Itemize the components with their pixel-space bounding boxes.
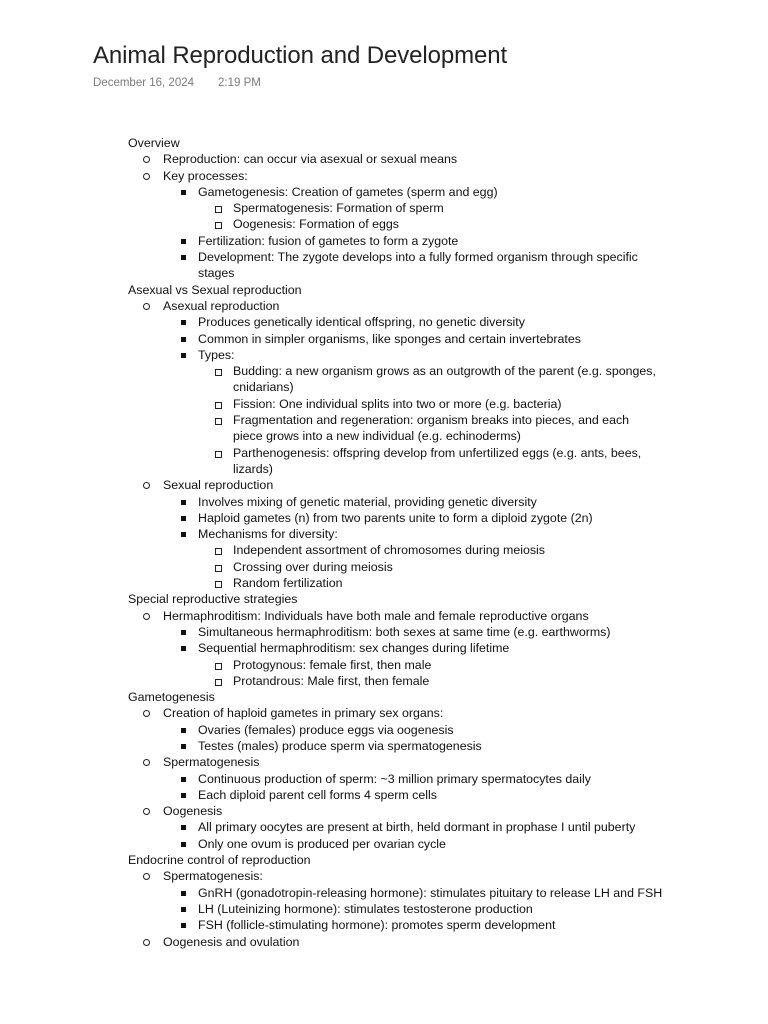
outline-text: Each diploid parent cell forms 4 sperm cells [198,787,437,802]
outline-text: Asexual reproduction [163,298,280,313]
outline-text: Gametogenesis: Creation of gametes (sperm and egg) [198,184,498,199]
outline-item[interactable] [0,934,768,950]
outline-text: Parthenogenesis: offspring develop from unfertilized eggs (e.g. ants, bees, lizards) [233,445,642,476]
outline-text: Spermatogenesis: [163,869,263,884]
outline-item[interactable] [0,347,668,363]
outline-item[interactable] [0,542,658,558]
filled-square-bullet-icon [181,353,186,358]
hollow-circle-bullet-icon [143,173,150,180]
hollow-square-bullet-icon [215,402,222,409]
outline-item[interactable] [0,151,768,167]
outline-text: Spermatogenesis: Formation of sperm [233,201,444,216]
outline-text: Key processes: [163,168,248,183]
hollow-circle-bullet-icon [143,939,150,946]
hollow-circle-bullet-icon [143,482,150,489]
outline-item[interactable] [0,331,668,347]
outline-item[interactable] [0,494,668,510]
outline-item[interactable] [0,233,668,249]
outline-text: Ovaries (females) produce eggs via oogenesis [198,722,454,737]
hollow-square-bullet-icon [215,222,222,229]
outline-item[interactable] [0,917,668,933]
outline-text: LH (Luteinizing hormone): stimulates testosterone production [198,901,533,916]
outline-text: Budding: a new organism grows as an outgrowth of the parent (e.g. sponges, cnidarians) [233,364,656,395]
hollow-circle-bullet-icon [143,156,150,163]
outline-text: Oogenesis [163,804,223,819]
outline-item[interactable] [0,200,658,216]
note-outline[interactable] [0,135,768,950]
filled-square-bullet-icon [181,500,186,505]
outline-item[interactable] [0,216,658,232]
filled-square-bullet-icon [181,630,186,635]
outline-text: Protogynous: female first, then male [233,657,432,672]
outline-item[interactable] [0,803,768,819]
hollow-square-bullet-icon [215,451,222,458]
page-title[interactable]: Animal Reproduction and Development [93,42,508,69]
outline-item[interactable] [0,673,658,689]
outline-heading[interactable] [0,689,768,705]
outline-text: Reproduction: can occur via asexual or sexual means [163,152,458,167]
outline-item[interactable] [0,640,668,656]
outline-text: Produces genetically identical offspring, no genetic diversity [198,315,525,330]
outline-text: Continuous production of sperm: ~3 million primary spermatocytes daily [198,771,591,786]
outline-item[interactable] [0,168,768,184]
filled-square-bullet-icon [181,337,186,342]
outline-heading[interactable] [0,591,768,607]
outline-item[interactable] [0,901,668,917]
filled-square-bullet-icon [181,255,186,260]
outline-text: Only one ovum is produced per ovarian cycle [198,836,446,851]
filled-square-bullet-icon [181,320,186,325]
hollow-square-bullet-icon [215,548,222,555]
outline-text: FSH (follicle-stimulating hormone): promotes sperm development [198,918,556,933]
filled-square-bullet-icon [181,532,186,537]
outline-text: Crossing over during meiosis [233,559,393,574]
hollow-circle-bullet-icon [143,759,150,766]
outline-item[interactable] [0,445,658,478]
hollow-circle-bullet-icon [143,710,150,717]
outline-text: Random fertilization [233,576,343,591]
outline-item[interactable] [0,477,768,493]
hollow-circle-bullet-icon [143,613,150,620]
hollow-square-bullet-icon [215,369,222,376]
filled-square-bullet-icon [181,923,186,928]
outline-item[interactable] [0,298,768,314]
outline-text: Simultaneous hermaphroditism: both sexes at same time (e.g. earthworms) [198,624,611,639]
filled-square-bullet-icon [181,793,186,798]
outline-text: Endocrine control of reproduction [128,853,311,868]
outline-item[interactable] [0,754,768,770]
hollow-circle-bullet-icon [143,873,150,880]
filled-square-bullet-icon [181,842,186,847]
outline-text: Special reproductive strategies [128,592,298,607]
outline-text: Fragmentation and regeneration: organism breaks into pieces, and each piece grows into a new individual (e.g. echinoderms) [233,413,630,444]
outline-item[interactable] [0,868,768,884]
outline-text: Overview [128,136,180,150]
filled-square-bullet-icon [181,239,186,244]
outline-item[interactable] [0,412,658,445]
outline-item[interactable] [0,249,668,282]
outline-item[interactable] [0,363,658,396]
hollow-square-bullet-icon [215,565,222,572]
outline-text: Testes (males) produce sperm via spermatogenesis [198,738,482,753]
outline-item[interactable] [0,510,668,526]
outline-item[interactable] [0,738,668,754]
filled-square-bullet-icon [181,825,186,830]
outline-item[interactable] [0,608,768,624]
outline-text: Development: The zygote develops into a fully formed organism through specific stages [198,250,638,281]
outline-text: Fertilization: fusion of gametes to form a zygote [198,233,459,248]
outline-text: Sequential hermaphroditism: sex changes during lifetime [198,641,510,656]
hollow-square-bullet-icon [215,581,222,588]
outline-text: Haploid gametes (n) from two parents unite to form a diploid zygote (2n) [198,510,593,525]
hollow-circle-bullet-icon [143,808,150,815]
outline-item[interactable] [0,885,668,901]
outline-text: Involves mixing of genetic material, providing genetic diversity [198,494,537,509]
hollow-circle-bullet-icon [143,303,150,310]
outline-text: Hermaphroditism: Individuals have both male and female reproductive organs [163,608,589,623]
outline-heading[interactable] [0,852,768,868]
outline-text: Types: [198,347,235,362]
outline-item[interactable] [0,396,658,412]
page-time: 2:19 PM [218,77,261,89]
outline-text: Mechanisms for diversity: [198,527,338,542]
outline-item[interactable] [0,559,658,575]
outline-text: Oogenesis and ovulation [163,934,300,949]
outline-item[interactable] [0,184,668,200]
outline-item[interactable] [0,526,668,542]
outline-text: Fission: One individual splits into two or more (e.g. bacteria) [233,396,562,411]
outline-text: Gametogenesis [128,690,215,705]
outline-item[interactable] [0,657,658,673]
outline-item[interactable] [0,819,668,835]
outline-text: Creation of haploid gametes in primary sex organs: [163,706,444,721]
filled-square-bullet-icon [181,744,186,749]
hollow-square-bullet-icon [215,418,222,425]
filled-square-bullet-icon [181,891,186,896]
outline-text: All primary oocytes are present at birth, held dormant in prophase I until puberty [198,820,636,835]
filled-square-bullet-icon [181,728,186,733]
filled-square-bullet-icon [181,646,186,651]
outline-text: Sexual reproduction [163,478,274,493]
filled-square-bullet-icon [181,516,186,521]
outline-text: Protandrous: Male first, then female [233,673,430,688]
outline-text: Common in simpler organisms, like sponges and certain invertebrates [198,331,581,346]
filled-square-bullet-icon [181,777,186,782]
outline-text: GnRH (gonadotropin-releasing hormone): stimulates pituitary to release LH and FSH [198,885,663,900]
page-metadata [93,77,261,89]
outline-item[interactable] [0,624,668,640]
outline-item[interactable] [0,314,668,330]
hollow-square-bullet-icon [215,679,222,686]
outline-item[interactable] [0,722,668,738]
hollow-square-bullet-icon [215,206,222,213]
outline-item[interactable] [0,836,668,852]
hollow-square-bullet-icon [215,663,222,670]
outline-item[interactable] [0,771,668,787]
filled-square-bullet-icon [181,190,186,195]
outline-text: Independent assortment of chromosomes during meiosis [233,543,545,558]
outline-item[interactable] [0,575,658,591]
outline-heading[interactable] [0,135,768,151]
page-date: December 16, 2024 [93,77,195,89]
outline-heading[interactable] [0,282,768,298]
outline-text: Asexual vs Sexual reproduction [128,282,302,297]
outline-text: Oogenesis: Formation of eggs [233,217,399,232]
outline-item[interactable] [0,705,768,721]
outline-text: Spermatogenesis [163,755,260,770]
filled-square-bullet-icon [181,907,186,912]
outline-item[interactable] [0,787,668,803]
